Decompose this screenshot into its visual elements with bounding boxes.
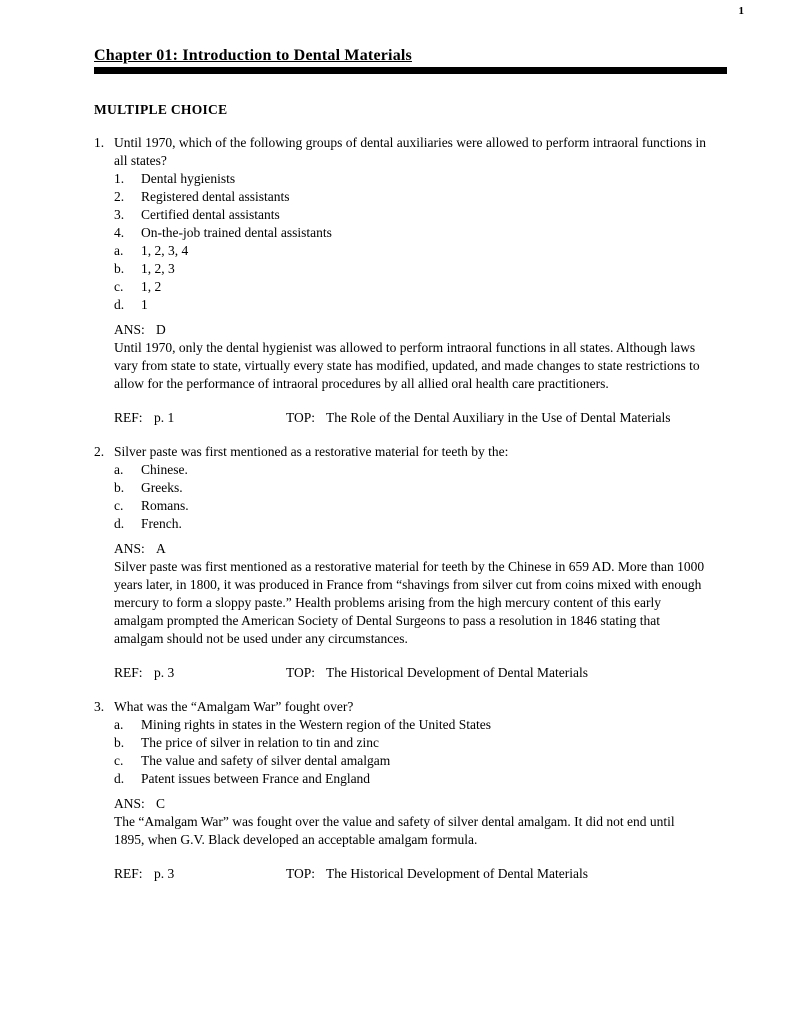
choice-letter: c. — [114, 279, 124, 294]
choice-text: Patent issues between France and England — [141, 771, 371, 786]
answer-choice — [114, 770, 706, 788]
choice-text: Romans. — [141, 498, 189, 513]
reference-line — [114, 865, 706, 883]
chapter-title: Chapter 01: Introduction to Dental Materials — [94, 47, 412, 64]
choice-letter: a. — [114, 462, 124, 477]
ref-label: REF: — [114, 665, 143, 680]
answer-line — [114, 540, 706, 558]
answer-value: A — [156, 541, 166, 556]
choice-letter: c. — [114, 753, 124, 768]
choice-letter: d. — [114, 771, 125, 786]
question-block — [94, 698, 727, 883]
topic-label: TOP: — [286, 665, 316, 680]
answer-block — [114, 795, 706, 849]
choice-text: 1, 2 — [141, 279, 162, 294]
sub-item-text: Certified dental assistants — [141, 207, 280, 222]
sub-item-text: Registered dental assistants — [141, 189, 290, 204]
topic-value: The Role of the Dental Auxiliary in the Use of Dental Materials — [326, 410, 671, 425]
choice-letter: b. — [114, 480, 125, 495]
answer-choice — [114, 752, 706, 770]
sub-item-text: On-the-job trained dental assistants — [141, 225, 332, 240]
question-sub-item — [114, 170, 706, 188]
ref-value: p. 3 — [154, 665, 175, 680]
topic-label: TOP: — [286, 410, 316, 425]
reference-line — [114, 409, 706, 427]
choice-letter: c. — [114, 498, 124, 513]
choice-text: Mining rights in states in the Western region of the United States — [141, 717, 491, 732]
ref-value: p. 1 — [154, 410, 175, 425]
answer-line — [114, 321, 706, 339]
answer-choice — [114, 479, 706, 497]
answer-choice — [114, 260, 706, 278]
sub-item-text: Dental hygienists — [141, 171, 236, 186]
answer-choice — [114, 497, 706, 515]
answer-line — [114, 795, 706, 813]
question-body — [114, 134, 706, 427]
choice-text: Greeks. — [141, 480, 183, 495]
sub-item-number: 4. — [114, 225, 125, 240]
answer-choice — [114, 296, 706, 314]
answer-choice — [114, 461, 706, 479]
question-number: 1. — [94, 135, 105, 150]
choice-text: Chinese. — [141, 462, 188, 477]
choice-letter: d. — [114, 516, 125, 531]
choice-letter: a. — [114, 717, 124, 732]
section-heading: MULTIPLE CHOICE — [94, 102, 228, 117]
answer-value: D — [156, 322, 166, 337]
choice-text: French. — [141, 516, 182, 531]
answer-choice — [114, 515, 706, 533]
answer-value: C — [156, 796, 166, 811]
question-sub-item — [114, 224, 706, 242]
choice-text: 1, 2, 3, 4 — [141, 243, 189, 258]
question-stem: What was the “Amalgam War” fought over? — [114, 699, 354, 714]
answer-block — [114, 321, 706, 393]
choice-text: 1, 2, 3 — [141, 261, 175, 276]
page-content — [94, 47, 727, 883]
question-block — [94, 443, 727, 682]
sub-item-number: 1. — [114, 171, 125, 186]
questions-list — [94, 134, 727, 883]
question-sub-item — [114, 206, 706, 224]
topic-label: TOP: — [286, 866, 316, 881]
answer-label: ANS: — [114, 796, 145, 811]
answer-rationale: Silver paste was first mentioned as a restorative material for teeth by the Chinese in 659 AD. More than 1000 years later, in 1800, it was produced in France from “shavings from silver cut from coins mixed with enough mercury to form a sloppy paste.” Health problems arising from the high mercury content of this early amalgam prompted the American Society of Dental Surgeons to pass a resolution in 1846 stating that amalgam should not be used under any circumstances. — [114, 559, 705, 646]
question-body — [114, 443, 706, 682]
choice-letter: a. — [114, 243, 124, 258]
question-stem: Silver paste was first mentioned as a restorative material for teeth by the: — [114, 444, 509, 459]
choice-letter: d. — [114, 297, 125, 312]
topic-value: The Historical Development of Dental Materials — [326, 665, 589, 680]
ref-value: p. 3 — [154, 866, 175, 881]
question-sub-item — [114, 188, 706, 206]
sub-item-number: 2. — [114, 189, 125, 204]
answer-choice — [114, 716, 706, 734]
answer-rationale: Until 1970, only the dental hygienist was allowed to perform intraoral functions in all states. Although laws vary from state to state, virtually every state has modified, updated, and made changes to state restrictions to allow for the performance of intraoral procedures by all allied oral health care practitioners. — [114, 340, 700, 391]
question-block — [94, 134, 727, 427]
answer-choice — [114, 278, 706, 296]
question-number: 2. — [94, 444, 105, 459]
answer-choice — [114, 734, 706, 752]
choice-text: The price of silver in relation to tin and zinc — [141, 735, 380, 750]
question-body — [114, 698, 706, 883]
answer-label: ANS: — [114, 322, 145, 337]
title-rule — [94, 67, 727, 74]
choice-letter: b. — [114, 261, 125, 276]
ref-label: REF: — [114, 410, 143, 425]
question-stem: Until 1970, which of the following groups of dental auxiliaries were allowed to perform intraoral functions in all states? — [114, 135, 706, 168]
ref-label: REF: — [114, 866, 143, 881]
answer-choice — [114, 242, 706, 260]
topic-value: The Historical Development of Dental Materials — [326, 866, 589, 881]
answer-rationale: The “Amalgam War” was fought over the value and safety of silver dental amalgam. It did not end until 1895, when G.V. Black developed an acceptable amalgam formula. — [114, 814, 675, 847]
answer-block — [114, 540, 706, 648]
question-number: 3. — [94, 699, 105, 714]
sub-item-number: 3. — [114, 207, 125, 222]
choice-text: 1 — [141, 297, 148, 312]
choice-letter: b. — [114, 735, 125, 750]
choice-text: The value and safety of silver dental amalgam — [141, 753, 391, 768]
page-number: 1 — [738, 5, 744, 17]
reference-line — [114, 664, 706, 682]
answer-label: ANS: — [114, 541, 145, 556]
